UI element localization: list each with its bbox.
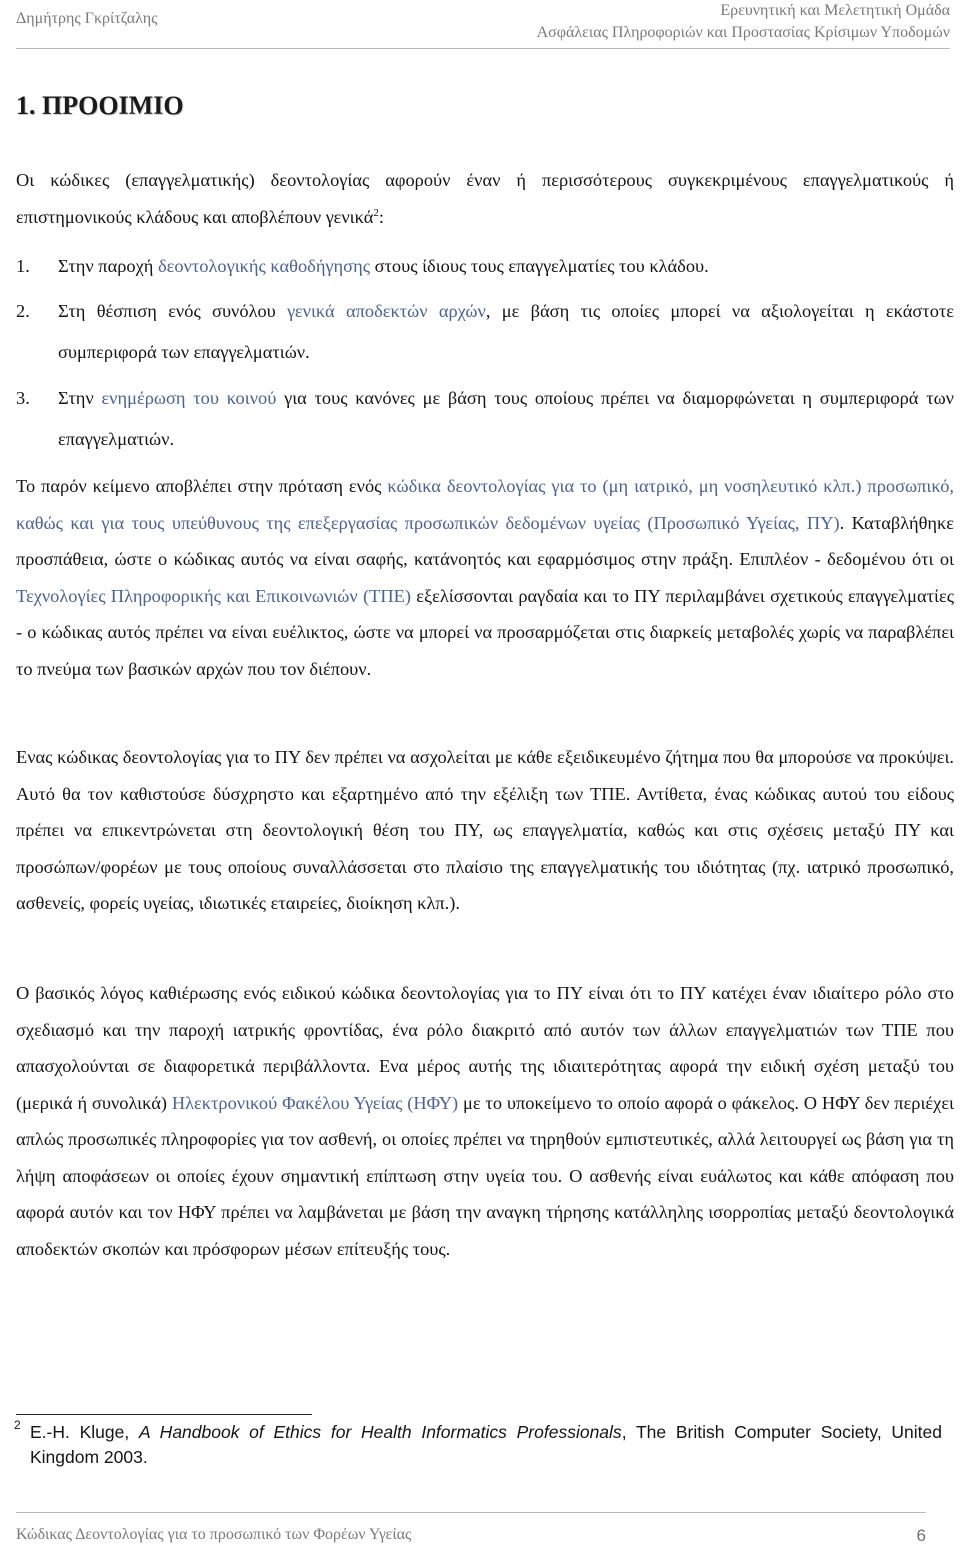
footnote-author: E.-H. Kluge, [30,1422,139,1442]
paragraph-text: Το παρόν κείμενο αποβλέπει στην πρόταση ενός [16,476,388,496]
list-highlight: δεοντολογικής καθοδήγησης [157,256,370,276]
list-text-after: , με βάση τις οποίες μπορεί να αξιολογείται η εκάστοτε συμπεριφορά των επαγγελματιών. [58,301,955,362]
list-text [58,291,954,373]
section-number: 1. [16,91,36,120]
paragraph-text: με το υποκείμενο το οποίο αφορά ο φάκελος. Ο ΗΦΥ δεν περιέχει απλώς προσωπικές πληροφορίες για τον ασθενή, οι οποίες πρέπει να τηρηθούν εμπιστευτικές, αλλά λειτουργεί ως βάση για τη λήψη αποφάσεων οι οποίες έχουν σημαντική επίπτωση στην υγεία του. Ο ασθενής είναι ευάλωτος και κάθε απόφαση που αφορά αυτόν και τον ΗΦΥ πρέπει να λαμβάνεται με βάση την αναγκη τήρησης κατάλληλης ισορροπίας μεταξύ δεοντολογικά αποδεκτών σκοπών και πρόσφορων μέσων επίτευξής τους. [16,1092,954,1259]
list-text [58,378,954,460]
footnote [14,1420,942,1470]
footnote-mark: 2 [14,1418,21,1432]
list-text-before: Στην [58,388,102,408]
list-item-3 [16,378,954,460]
list-number: 3. [16,388,30,408]
list-text-before: Στην παροχή [58,256,158,276]
section-title-text: ΠΡΟΟΙΜΙΟ [42,91,184,120]
paragraph-text: εξελίσσονται ραγδαία και το ΠΥ περιλαμβάνει σχετικούς επαγγελματίες - ο κώδικας αυτός πρέπει να είναι ευέλικτος, ώστε να μπορεί να προσαρμόζεται στις διαρκείς μεταβολές χωρίς να παραβλέπει το πνεύμα των βασικών αρχών που τον διέπουν. [16,585,955,679]
highlight-ict: Τεχνολογίες Πληροφορικής και Επικοινωνιών (ΤΠΕ) [16,585,411,606]
paragraph-code-purpose [16,468,954,687]
intro-text: Οι κώδικες (επαγγελματικής) δεοντολογίας αφορούν έναν ή περισσότερους συγκεκριμένους επαγγελματικούς ή επιστημονικούς κλάδους και αποβλέπουν γενικά [16,170,954,227]
footnote-book-title: A Handbook of Ethics for Health Informatics Professionals [138,1422,622,1442]
page-footer [16,1512,926,1547]
intro-tail: : [378,206,384,227]
list-item-1 [16,246,954,287]
list-text [58,246,954,287]
list-text-before: Στη θέσπιση ενός συνόλου [58,301,288,321]
list-item-2 [16,291,954,373]
page-number: 6 [916,1526,926,1545]
footnote-reference: 2 [373,206,379,219]
paragraph-text: Ο βασικός λόγος καθιέρωσης ενός ειδικού κώδικα δεοντολογίας για το ΠΥ είναι ότι το ΠΥ κατέχει έναν ιδιαίτερο ρόλο στο σχεδιασμό και την παροχή ιατρικής φροντίδας, ένα ρόλο διακριτό από αυτόν των άλλων επαγγελματιών των ΤΠΕ που απασχολούνται σε διαφορετικά περιβάλλοντα. Ενα μέρος αυτής της ιδιαιτερότητας αφορά την ειδική σχέση μεταξύ του (μερικά ή συνολικά) [16,983,954,1113]
highlight-ehr: Ηλεκτρονικού Φακέλου Υγείας (ΗΦΥ) [171,1092,459,1113]
list-text-after: στους ίδιους τους επαγγελματίες του κλάδου. [370,256,709,276]
header-research-group [537,0,950,44]
intro-paragraph [16,162,954,235]
highlight-health-personnel: κώδικα δεοντολογίας για το (μη ιατρικό, μη νοσηλευτικό κλπ.) προσωπικό, καθώς και για τους υπεύθυνους της επεξεργασίας προσωπικών δεδομένων υγείας (Προσωπικό Υγείας, ΠΥ) [16,476,954,533]
list-highlight: γενικά αποδεκτών αρχών [287,301,486,321]
paragraph-text: Ενας κώδικας δεοντολογίας για το ΠΥ δεν πρέπει να ασχολείται με κάθε εξειδικευμένο ζήτημα που θα μπορούσε να προκύψει. Αυτό θα τον καθιστούσε δύσχρηστο και εξαρτημένο από την εξέλιξη των ΤΠΕ. Αντίθετα, ένας κώδικας αυτού του είδους πρέπει να επικεντρώνεται στη δεοντολογική θέση του ΠΥ, ως επαγγελματία, καθώς και στις σχέσεις μεταξύ ΠΥ και προσώπων/φορέων με τους οποίους συναλλάσσεται στο πλαίσιο της επαγγελματικής του ιδιότητας (πχ. ιατρικό προσωπικό, ασθενείς, φορείς υγείας, ιδιωτικές εταιρείες, διοίκηση κλπ.). [16,747,954,913]
footnote-separator [16,1414,312,1415]
header-group-line-1: Ερευνητική και Μελετητική Ομάδα [720,2,950,19]
list-number: 1. [16,256,30,276]
list-text-after: για τους κανόνες με βάση τους οποίους πρέπει να διαμορφώνεται η συμπεριφορά των επαγγελματιών. [58,388,954,449]
header-group-line-2: Ασφάλειας Πληροφοριών και Προστασίας Κρίσιμων Υποδομών [536,24,950,41]
footnote-text [30,1420,942,1470]
footer-document-title: Κώδικας Δεοντολογίας για το προσωπικό των Φορέων Υγείας [16,1526,412,1543]
paragraph-code-scope [16,739,954,922]
section-title [16,86,184,126]
list-highlight: ενημέρωση του κοινού [101,388,277,408]
page-header [16,0,950,49]
paragraph-code-rationale [16,975,954,1267]
paragraph-text: . Καταβλήθηκε προσπάθεια, ώστε ο κώδικας αυτός να είναι σαφής, κατάνοητός και εφαρμόσιμος στην πράξη. Επιπλέον - δεδομένου ότι οι [16,512,954,569]
footnote-publisher: , The British Computer Society, United Kingdom 2003. [30,1422,942,1467]
header-author: Δημήτρης Γκρίτζαλης [16,10,158,27]
list-number: 2. [16,301,30,321]
